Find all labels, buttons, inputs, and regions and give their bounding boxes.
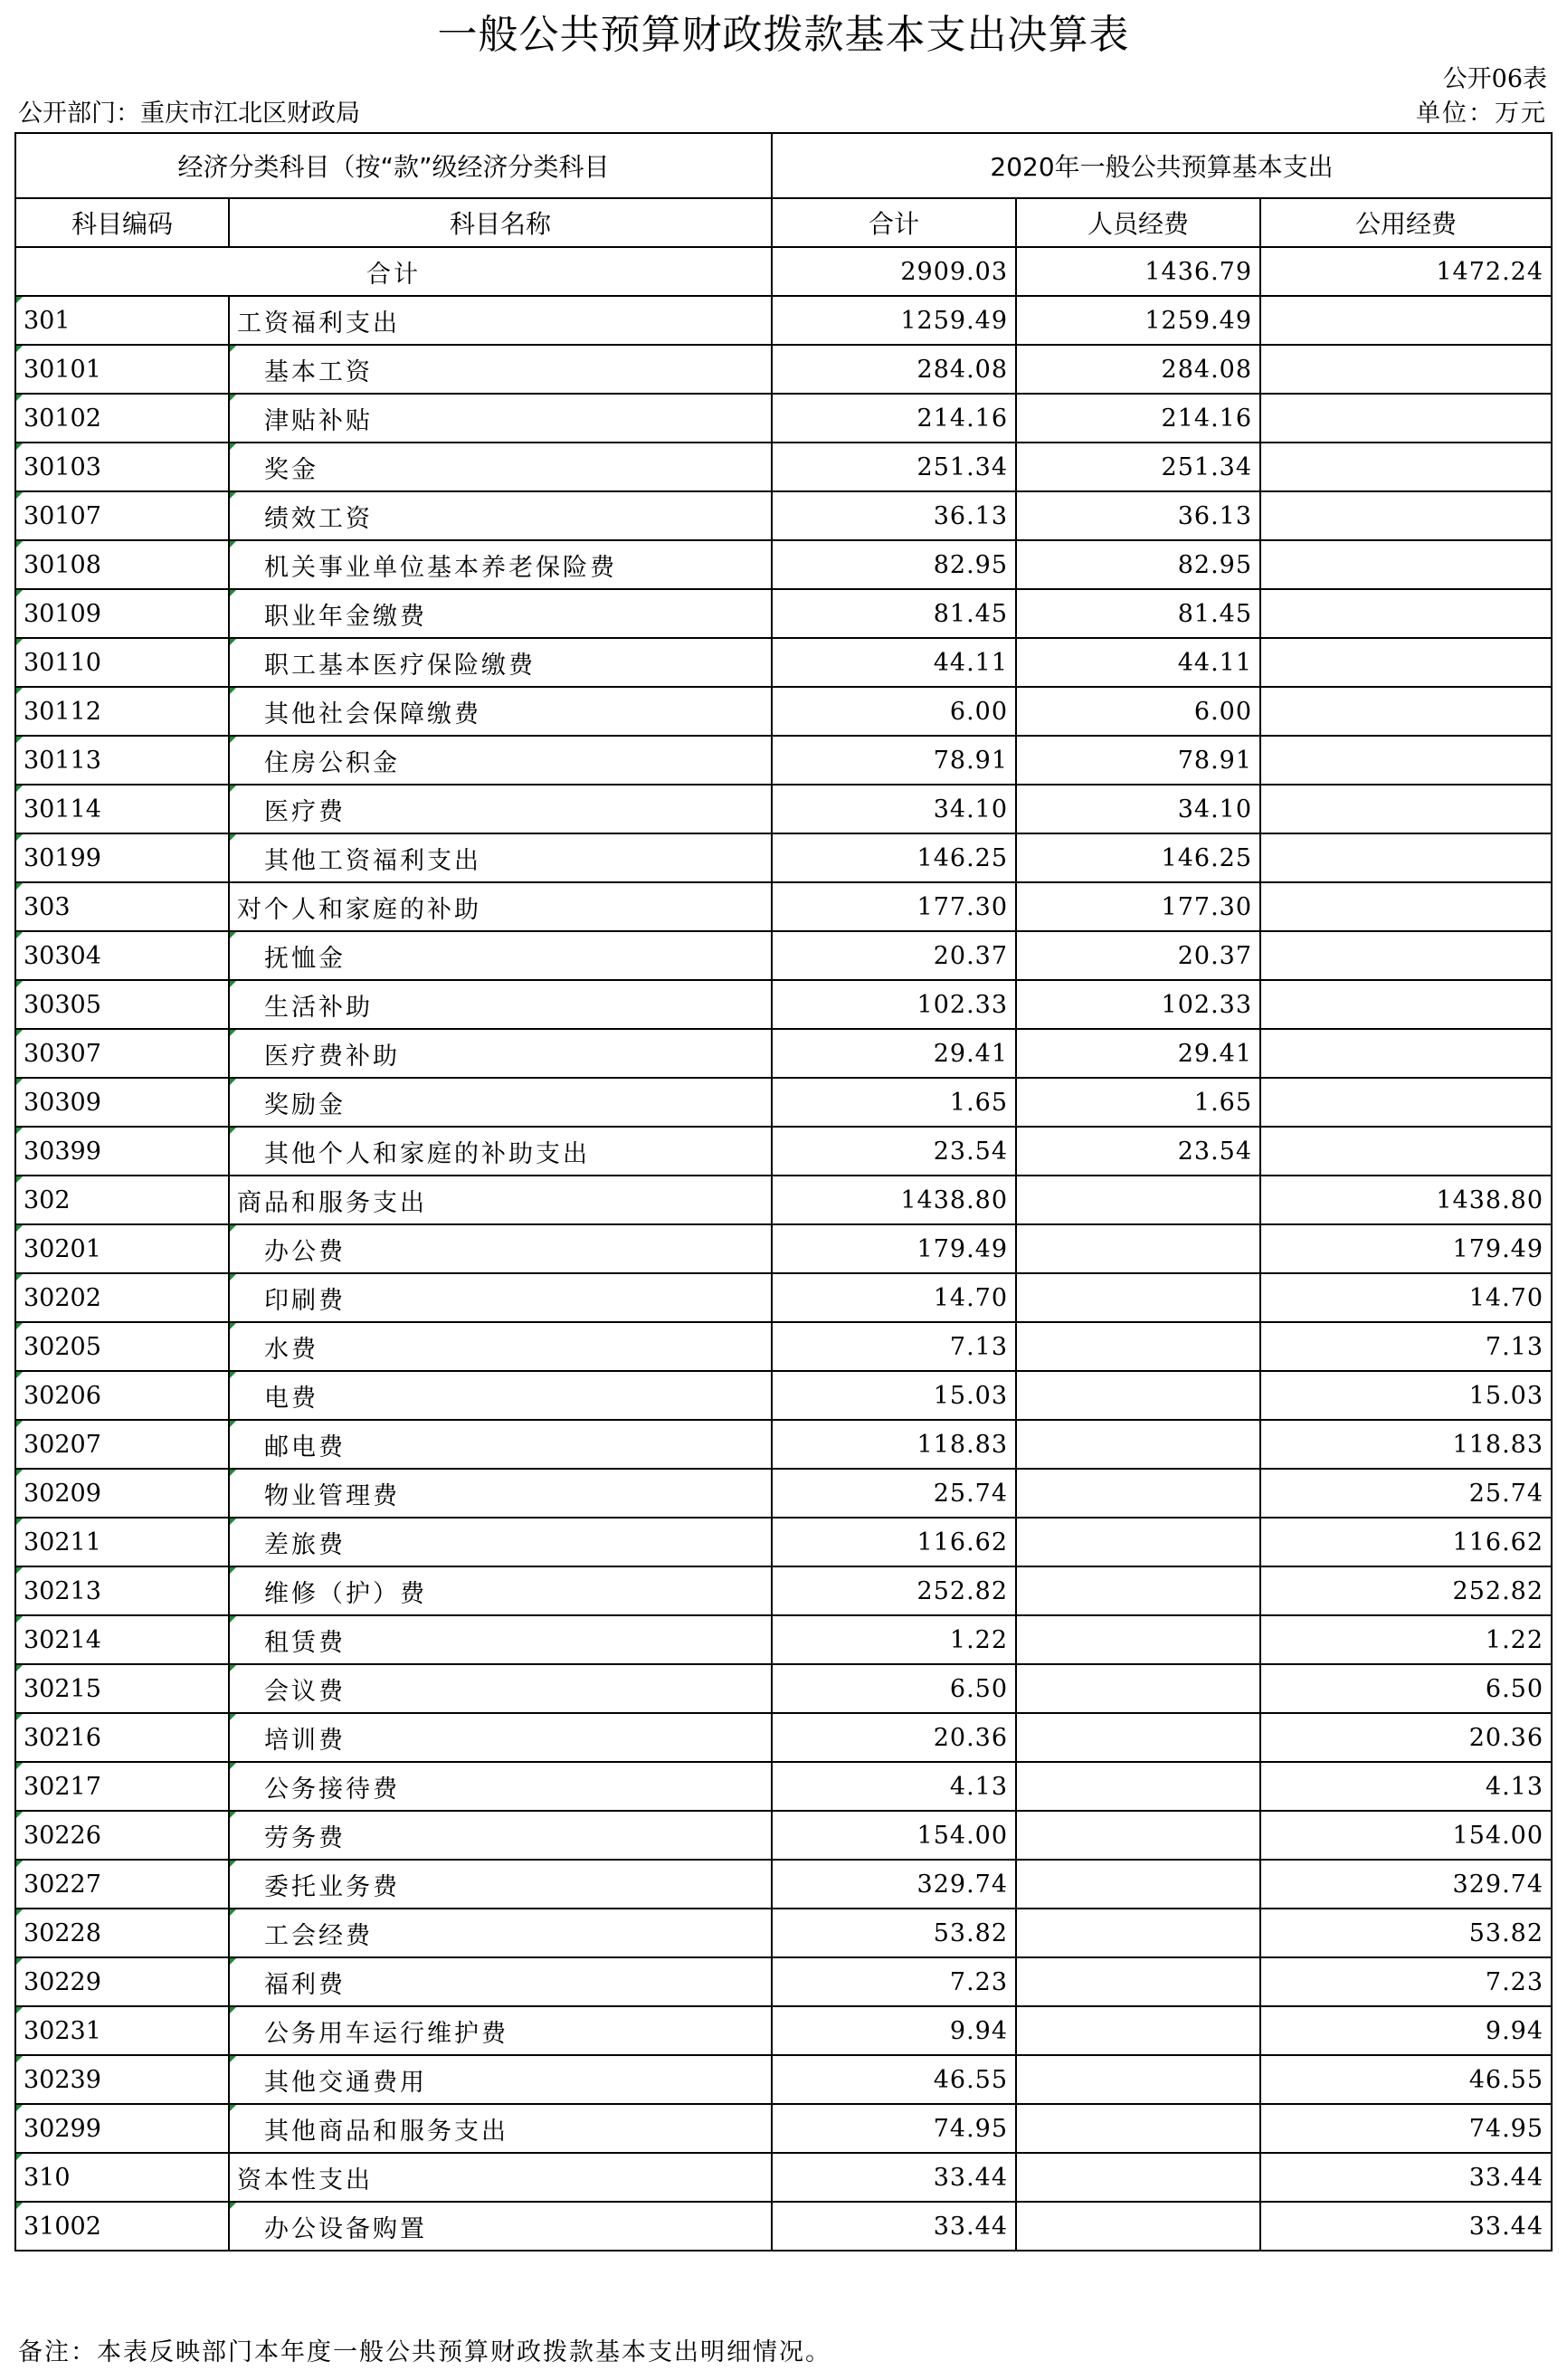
table-row (15, 1322, 1552, 1371)
footnote: 备注：本表反映部门本年度一般公共预算财政拨款基本支出明细情况。 (18, 2338, 831, 2366)
personnel-cell (1016, 1713, 1260, 1762)
total-cell: 81.45 (772, 589, 1016, 638)
total-cell: 82.95 (772, 540, 1016, 589)
total-personnel: 1436.79 (1016, 247, 1260, 296)
personnel-cell: 1259.49 (1016, 296, 1260, 345)
total-cell: 20.37 (772, 931, 1016, 980)
subject-name-cell: 物业管理费 (229, 1469, 772, 1518)
header-personnel-expense: 人员经费 (1016, 198, 1260, 247)
public-cell: 7.23 (1260, 1957, 1552, 2006)
table-row (15, 2153, 1552, 2202)
subject-code-cell: 30102 (15, 394, 229, 443)
public-cell: 6.50 (1260, 1664, 1552, 1713)
total-cell: 1438.80 (772, 1176, 1016, 1224)
personnel-cell (1016, 1957, 1260, 2006)
total-cell: 4.13 (772, 1762, 1016, 1811)
personnel-cell (1016, 2104, 1260, 2153)
subject-name-cell: 公务用车运行维护费 (229, 2006, 772, 2055)
personnel-cell: 81.45 (1016, 589, 1260, 638)
subject-name-cell: 医疗费补助 (229, 1029, 772, 1078)
public-cell: 33.44 (1260, 2202, 1552, 2251)
subject-code-cell: 30229 (15, 1957, 229, 2006)
table-row (15, 1957, 1552, 2006)
public-cell: 1.22 (1260, 1615, 1552, 1664)
subject-code-cell: 30206 (15, 1371, 229, 1420)
subject-code-cell: 30226 (15, 1811, 229, 1860)
personnel-cell: 251.34 (1016, 443, 1260, 491)
total-sum: 2909.03 (772, 247, 1016, 296)
total-cell: 252.82 (772, 1566, 1016, 1615)
table-row (15, 833, 1552, 882)
public-cell (1260, 687, 1552, 736)
subject-name-cell: 会议费 (229, 1664, 772, 1713)
subject-name-cell: 印刷费 (229, 1273, 772, 1322)
subject-name-cell: 工会经费 (229, 1909, 772, 1957)
personnel-cell (1016, 1615, 1260, 1664)
personnel-cell (1016, 2202, 1260, 2251)
table-row (15, 687, 1552, 736)
total-cell: 284.08 (772, 345, 1016, 394)
subject-code-cell: 30239 (15, 2055, 229, 2104)
personnel-cell: 6.00 (1016, 687, 1260, 736)
table-row (15, 443, 1552, 491)
subject-name-cell: 培训费 (229, 1713, 772, 1762)
public-cell: 329.74 (1260, 1860, 1552, 1909)
personnel-cell: 146.25 (1016, 833, 1260, 882)
public-cell: 1438.80 (1260, 1176, 1552, 1224)
subject-name-cell: 其他商品和服务支出 (229, 2104, 772, 2153)
total-cell: 34.10 (772, 785, 1016, 833)
header-row-group (15, 133, 1552, 198)
subject-code-cell: 30217 (15, 1762, 229, 1811)
table-row (15, 638, 1552, 687)
total-cell: 6.50 (772, 1664, 1016, 1713)
table-row (15, 1762, 1552, 1811)
subject-name-cell: 劳务费 (229, 1811, 772, 1860)
subject-name-cell: 奖金 (229, 443, 772, 491)
total-cell: 1.22 (772, 1615, 1016, 1664)
table-row (15, 2104, 1552, 2153)
subject-name-cell: 维修（护）费 (229, 1566, 772, 1615)
total-cell: 214.16 (772, 394, 1016, 443)
table-number: 公开06表 (1442, 65, 1547, 93)
subject-code-cell: 30215 (15, 1664, 229, 1713)
total-cell: 44.11 (772, 638, 1016, 687)
subject-code-cell: 30205 (15, 1322, 229, 1371)
total-cell: 116.62 (772, 1518, 1016, 1566)
personnel-cell: 29.41 (1016, 1029, 1260, 1078)
subject-code-cell: 30231 (15, 2006, 229, 2055)
total-cell: 74.95 (772, 2104, 1016, 2153)
subject-code-cell: 30103 (15, 443, 229, 491)
table-row (15, 1078, 1552, 1127)
public-cell: 14.70 (1260, 1273, 1552, 1322)
total-cell: 36.13 (772, 491, 1016, 540)
table-row (15, 1224, 1552, 1273)
subject-name-cell: 委托业务费 (229, 1860, 772, 1909)
personnel-cell: 1.65 (1016, 1078, 1260, 1127)
public-cell: 74.95 (1260, 2104, 1552, 2153)
subject-name-cell: 其他个人和家庭的补助支出 (229, 1127, 772, 1176)
subject-code-cell: 30101 (15, 345, 229, 394)
public-cell: 25.74 (1260, 1469, 1552, 1518)
personnel-cell: 23.54 (1016, 1127, 1260, 1176)
personnel-cell (1016, 2153, 1260, 2202)
subject-code-cell: 30112 (15, 687, 229, 736)
table-row (15, 1176, 1552, 1224)
table-row (15, 2055, 1552, 2104)
department-label: 公开部门：重庆市江北区财政局 (18, 100, 360, 128)
table-row (15, 1029, 1552, 1078)
subject-name-cell: 生活补助 (229, 980, 772, 1029)
subject-name-cell: 绩效工资 (229, 491, 772, 540)
subject-name-cell: 机关事业单位基本养老保险费 (229, 540, 772, 589)
public-cell: 7.13 (1260, 1322, 1552, 1371)
total-cell: 33.44 (772, 2202, 1016, 2251)
total-row (15, 247, 1552, 296)
unit-label: 单位：万元 (1416, 100, 1547, 128)
subject-name-cell: 基本工资 (229, 345, 772, 394)
total-cell: 14.70 (772, 1273, 1016, 1322)
subject-code-cell: 30199 (15, 833, 229, 882)
personnel-cell: 34.10 (1016, 785, 1260, 833)
subject-code-cell: 303 (15, 882, 229, 931)
subject-code-cell: 30299 (15, 2104, 229, 2153)
personnel-cell: 20.37 (1016, 931, 1260, 980)
table-row (15, 589, 1552, 638)
subject-code-cell: 30214 (15, 1615, 229, 1664)
subject-code-cell: 30202 (15, 1273, 229, 1322)
total-cell: 29.41 (772, 1029, 1016, 1078)
public-cell (1260, 589, 1552, 638)
subject-name-cell: 职业年金缴费 (229, 589, 772, 638)
header-row-columns (15, 198, 1552, 247)
subject-name-cell: 商品和服务支出 (229, 1176, 772, 1224)
subject-name-cell: 办公费 (229, 1224, 772, 1273)
table-row (15, 1273, 1552, 1322)
header-subject-code: 科目编码 (15, 198, 229, 247)
total-cell: 7.23 (772, 1957, 1016, 2006)
subject-name-cell: 职工基本医疗保险缴费 (229, 638, 772, 687)
public-cell: 33.44 (1260, 2153, 1552, 2202)
table-row (15, 785, 1552, 833)
subject-name-cell: 工资福利支出 (229, 296, 772, 345)
page-title: 一般公共预算财政拨款基本支出决算表 (437, 12, 1130, 58)
total-cell: 23.54 (772, 1127, 1016, 1176)
table-row (15, 296, 1552, 345)
personnel-cell (1016, 1273, 1260, 1322)
subject-name-cell: 抚恤金 (229, 931, 772, 980)
public-cell: 118.83 (1260, 1420, 1552, 1469)
subject-name-cell: 水费 (229, 1322, 772, 1371)
table-row (15, 1909, 1552, 1957)
personnel-cell (1016, 1518, 1260, 1566)
personnel-cell (1016, 1566, 1260, 1615)
total-cell: 7.13 (772, 1322, 1016, 1371)
subject-code-cell: 30228 (15, 1909, 229, 1957)
public-cell (1260, 491, 1552, 540)
total-cell: 46.55 (772, 2055, 1016, 2104)
table-row (15, 1860, 1552, 1909)
total-cell: 154.00 (772, 1811, 1016, 1860)
public-cell (1260, 345, 1552, 394)
subject-code-cell: 30211 (15, 1518, 229, 1566)
subject-name-cell: 资本性支出 (229, 2153, 772, 2202)
personnel-cell: 284.08 (1016, 345, 1260, 394)
total-cell: 146.25 (772, 833, 1016, 882)
total-cell: 251.34 (772, 443, 1016, 491)
personnel-cell: 78.91 (1016, 736, 1260, 785)
table-row (15, 1469, 1552, 1518)
total-cell: 53.82 (772, 1909, 1016, 1957)
total-cell: 1259.49 (772, 296, 1016, 345)
table-row (15, 1713, 1552, 1762)
total-cell: 20.36 (772, 1713, 1016, 1762)
public-cell (1260, 638, 1552, 687)
personnel-cell (1016, 1909, 1260, 1957)
header-total: 合计 (772, 198, 1016, 247)
subject-name-cell: 奖励金 (229, 1078, 772, 1127)
total-cell: 15.03 (772, 1371, 1016, 1420)
table-row (15, 2202, 1552, 2251)
public-cell: 15.03 (1260, 1371, 1552, 1420)
subject-name-cell: 其他工资福利支出 (229, 833, 772, 882)
personnel-cell (1016, 1762, 1260, 1811)
personnel-cell (1016, 1811, 1260, 1860)
subject-name-cell: 租赁费 (229, 1615, 772, 1664)
table-row (15, 1811, 1552, 1860)
public-cell (1260, 1029, 1552, 1078)
total-cell: 9.94 (772, 2006, 1016, 2055)
subject-code-cell: 310 (15, 2153, 229, 2202)
public-cell (1260, 443, 1552, 491)
subject-code-cell: 31002 (15, 2202, 229, 2251)
public-cell (1260, 394, 1552, 443)
table-row (15, 394, 1552, 443)
personnel-cell: 177.30 (1016, 882, 1260, 931)
subject-code-cell: 30227 (15, 1860, 229, 1909)
personnel-cell (1016, 2006, 1260, 2055)
table-row (15, 1566, 1552, 1615)
public-cell (1260, 882, 1552, 931)
personnel-cell (1016, 1420, 1260, 1469)
total-cell: 177.30 (772, 882, 1016, 931)
table-row (15, 491, 1552, 540)
header-basic-expenditure: 2020年一般公共预算基本支出 (772, 133, 1552, 198)
public-cell: 179.49 (1260, 1224, 1552, 1273)
subject-code-cell: 30399 (15, 1127, 229, 1176)
table-row (15, 2006, 1552, 2055)
subject-name-cell: 办公设备购置 (229, 2202, 772, 2251)
public-cell: 116.62 (1260, 1518, 1552, 1566)
public-cell: 154.00 (1260, 1811, 1552, 1860)
table-row (15, 345, 1552, 394)
total-label: 合计 (15, 247, 772, 296)
total-cell: 1.65 (772, 1078, 1016, 1127)
total-cell: 78.91 (772, 736, 1016, 785)
public-cell (1260, 736, 1552, 785)
public-cell: 4.13 (1260, 1762, 1552, 1811)
table-row (15, 540, 1552, 589)
table-row (15, 931, 1552, 980)
table-row (15, 1420, 1552, 1469)
personnel-cell (1016, 1469, 1260, 1518)
personnel-cell (1016, 1224, 1260, 1273)
subject-name-cell: 福利费 (229, 1957, 772, 2006)
subject-code-cell: 30304 (15, 931, 229, 980)
subject-name-cell: 津贴补贴 (229, 394, 772, 443)
personnel-cell: 214.16 (1016, 394, 1260, 443)
table-row (15, 882, 1552, 931)
subject-code-cell: 30114 (15, 785, 229, 833)
subject-code-cell: 30108 (15, 540, 229, 589)
subject-code-cell: 302 (15, 1176, 229, 1224)
personnel-cell (1016, 1322, 1260, 1371)
personnel-cell: 36.13 (1016, 491, 1260, 540)
table-row (15, 736, 1552, 785)
public-cell (1260, 1127, 1552, 1176)
public-cell: 9.94 (1260, 2006, 1552, 2055)
personnel-cell: 82.95 (1016, 540, 1260, 589)
subject-code-cell: 30113 (15, 736, 229, 785)
public-cell: 53.82 (1260, 1909, 1552, 1957)
public-cell (1260, 833, 1552, 882)
subject-code-cell: 30305 (15, 980, 229, 1029)
total-cell: 118.83 (772, 1420, 1016, 1469)
total-public: 1472.24 (1260, 247, 1552, 296)
subject-code-cell: 30307 (15, 1029, 229, 1078)
personnel-cell: 102.33 (1016, 980, 1260, 1029)
personnel-cell (1016, 1860, 1260, 1909)
subject-code-cell: 30201 (15, 1224, 229, 1273)
personnel-cell (1016, 1371, 1260, 1420)
subject-code-cell: 30207 (15, 1420, 229, 1469)
public-cell (1260, 785, 1552, 833)
personnel-cell (1016, 1176, 1260, 1224)
subject-code-cell: 30107 (15, 491, 229, 540)
total-cell: 329.74 (772, 1860, 1016, 1909)
personnel-cell (1016, 1664, 1260, 1713)
subject-name-cell: 差旅费 (229, 1518, 772, 1566)
public-cell: 46.55 (1260, 2055, 1552, 2104)
subject-name-cell: 其他交通费用 (229, 2055, 772, 2104)
public-cell (1260, 980, 1552, 1029)
subject-code-cell: 30309 (15, 1078, 229, 1127)
personnel-cell (1016, 2055, 1260, 2104)
table-row (15, 1518, 1552, 1566)
subject-name-cell: 住房公积金 (229, 736, 772, 785)
table-row (15, 1371, 1552, 1420)
table-row (15, 980, 1552, 1029)
public-cell (1260, 931, 1552, 980)
subject-name-cell: 公务接待费 (229, 1762, 772, 1811)
total-cell: 25.74 (772, 1469, 1016, 1518)
table-row (15, 1615, 1552, 1664)
subject-name-cell: 邮电费 (229, 1420, 772, 1469)
header-public-expense: 公用经费 (1260, 198, 1552, 247)
table-row (15, 1127, 1552, 1176)
subject-name-cell: 对个人和家庭的补助 (229, 882, 772, 931)
subject-name-cell: 其他社会保障缴费 (229, 687, 772, 736)
subject-code-cell: 30213 (15, 1566, 229, 1615)
total-cell: 33.44 (772, 2153, 1016, 2202)
total-cell: 179.49 (772, 1224, 1016, 1273)
public-cell: 252.82 (1260, 1566, 1552, 1615)
expenditure-table (14, 132, 1553, 2251)
subject-code-cell: 30216 (15, 1713, 229, 1762)
header-subject-name: 科目名称 (229, 198, 772, 247)
subject-code-cell: 301 (15, 296, 229, 345)
public-cell (1260, 540, 1552, 589)
total-cell: 6.00 (772, 687, 1016, 736)
public-cell: 20.36 (1260, 1713, 1552, 1762)
total-cell: 102.33 (772, 980, 1016, 1029)
subject-code-cell: 30109 (15, 589, 229, 638)
table-row (15, 1664, 1552, 1713)
personnel-cell: 44.11 (1016, 638, 1260, 687)
header-economic-classification: 经济分类科目（按“款”级经济分类科目 (15, 133, 772, 198)
subject-name-cell: 电费 (229, 1371, 772, 1420)
subject-code-cell: 30209 (15, 1469, 229, 1518)
public-cell (1260, 1078, 1552, 1127)
subject-code-cell: 30110 (15, 638, 229, 687)
public-cell (1260, 296, 1552, 345)
subject-name-cell: 医疗费 (229, 785, 772, 833)
